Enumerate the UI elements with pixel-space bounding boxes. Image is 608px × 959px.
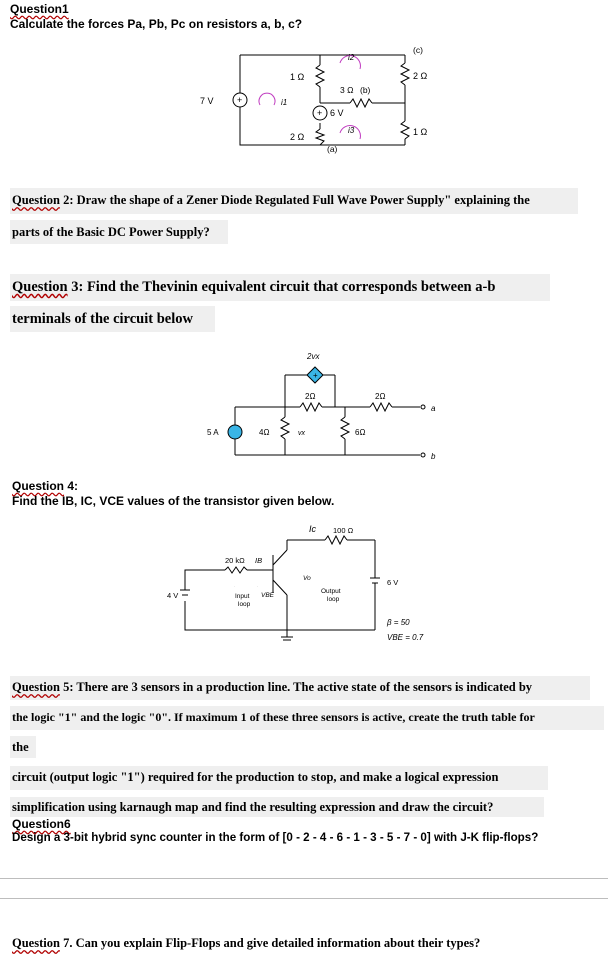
q1-source-6v: 6 V — [330, 108, 344, 118]
q4-output-loop-1: Output — [321, 588, 341, 595]
q7-text: Question 7. Can you explain Flip-Flops and give detailed information about their types? — [12, 936, 481, 950]
q1-i1: i1 — [281, 98, 288, 107]
q1-r-top: 1 Ω — [290, 72, 305, 82]
q3-term-b: b — [431, 452, 436, 461]
q3-line1: Question 3: Find the Thevinin equivalent circuit that corresponds between a-b — [12, 279, 496, 295]
q1-i2: i2 — [348, 53, 355, 62]
q4-text: Find the IB, IC, VCE values of the transistor given below. — [12, 494, 335, 508]
source-plus-icon: + — [237, 95, 243, 105]
dep-plus-icon: + — [313, 371, 318, 380]
q4-circuit-diagram — [167, 515, 455, 647]
q4-vbe-val: VBE = 0.7 — [387, 633, 424, 642]
q1-r-mid: 3 Ω — [340, 85, 354, 95]
section-divider-bottom — [0, 898, 608, 899]
q5-line2: the logic "1" and the logic "0". If maximum 1 of these three sensors is active, create the truth table for — [12, 710, 535, 724]
q3-vx: vx — [298, 430, 305, 437]
q4-ib: IB — [255, 556, 263, 565]
q5-line5: simplification using karnaugh map and find the resulting expression and draw the circuit? — [12, 800, 494, 814]
svg-text:+: + — [317, 108, 323, 118]
q1-label-b: (b) — [360, 85, 371, 95]
q3-src: 5 A — [207, 428, 219, 437]
q1-label-a: (a) — [327, 144, 338, 154]
q1-r-right: 1 Ω — [413, 127, 428, 137]
q4-vin: 4 V — [167, 591, 179, 600]
q1-i3: i3 — [348, 126, 355, 135]
q4-vbe: VBE — [261, 592, 275, 599]
q4-beta: β = 50 — [387, 618, 410, 627]
q4-rb: 20 kΩ — [225, 556, 245, 565]
q3-r3: 6Ω — [355, 428, 366, 437]
q1-label-c: (c) — [413, 45, 423, 55]
q5-line4: circuit (output logic "1") required for the production to stop, and make a logical expression — [12, 770, 499, 784]
q4-ic: Ic — [309, 524, 317, 534]
q2-line1: Question 2: Draw the shape of a Zener Diode Regulated Full Wave Power Supply" explaining the — [12, 193, 530, 207]
q4-heading: Question 4: — [12, 479, 79, 493]
q3-circuit-diagram — [195, 345, 445, 470]
q6-text: Design a 3-bit hybrid sync counter in the form of [0 - 2 - 4 - 6 - 1 - 3 - 5 - 7 - 0] with J-K flip-flops? — [12, 831, 539, 844]
q3-line2: terminals of the circuit below — [12, 311, 193, 327]
q1-circuit-diagram — [190, 35, 450, 165]
q5-line3: the — [12, 740, 29, 754]
q5-line1: Question 5: There are 3 sensors in a production line. The active state of the sensors is indicated by — [12, 680, 533, 694]
q1-text: Calculate the forces Pa, Pb, Pc on resistors a, b, c? — [10, 17, 303, 31]
q4-output-loop-2: loop — [327, 596, 340, 603]
q4-rc: 100 Ω — [333, 526, 354, 535]
section-divider-top — [0, 878, 608, 879]
q3-r2: 2Ω — [375, 392, 386, 401]
q4-vcc: 6 V — [387, 578, 399, 587]
q4-input-loop-1: Input — [235, 593, 250, 600]
q1-heading: Question1 — [10, 2, 69, 16]
q6-heading: Question6 — [12, 817, 71, 831]
q1-r-c: 2 Ω — [413, 71, 428, 81]
q2-line2: parts of the Basic DC Power Supply? — [12, 225, 210, 239]
q4-input-loop-2: loop — [238, 601, 251, 608]
q3-dep-source: 2vx — [307, 352, 320, 361]
q3-r4: 4Ω — [259, 428, 270, 437]
q4-vce: Vo — [303, 575, 311, 582]
q3-term-a: a — [431, 404, 436, 413]
q1-r-bottom: 2 Ω — [290, 132, 305, 142]
q1-source-7v: 7 V — [200, 96, 214, 106]
q3-r1: 2Ω — [305, 392, 316, 401]
